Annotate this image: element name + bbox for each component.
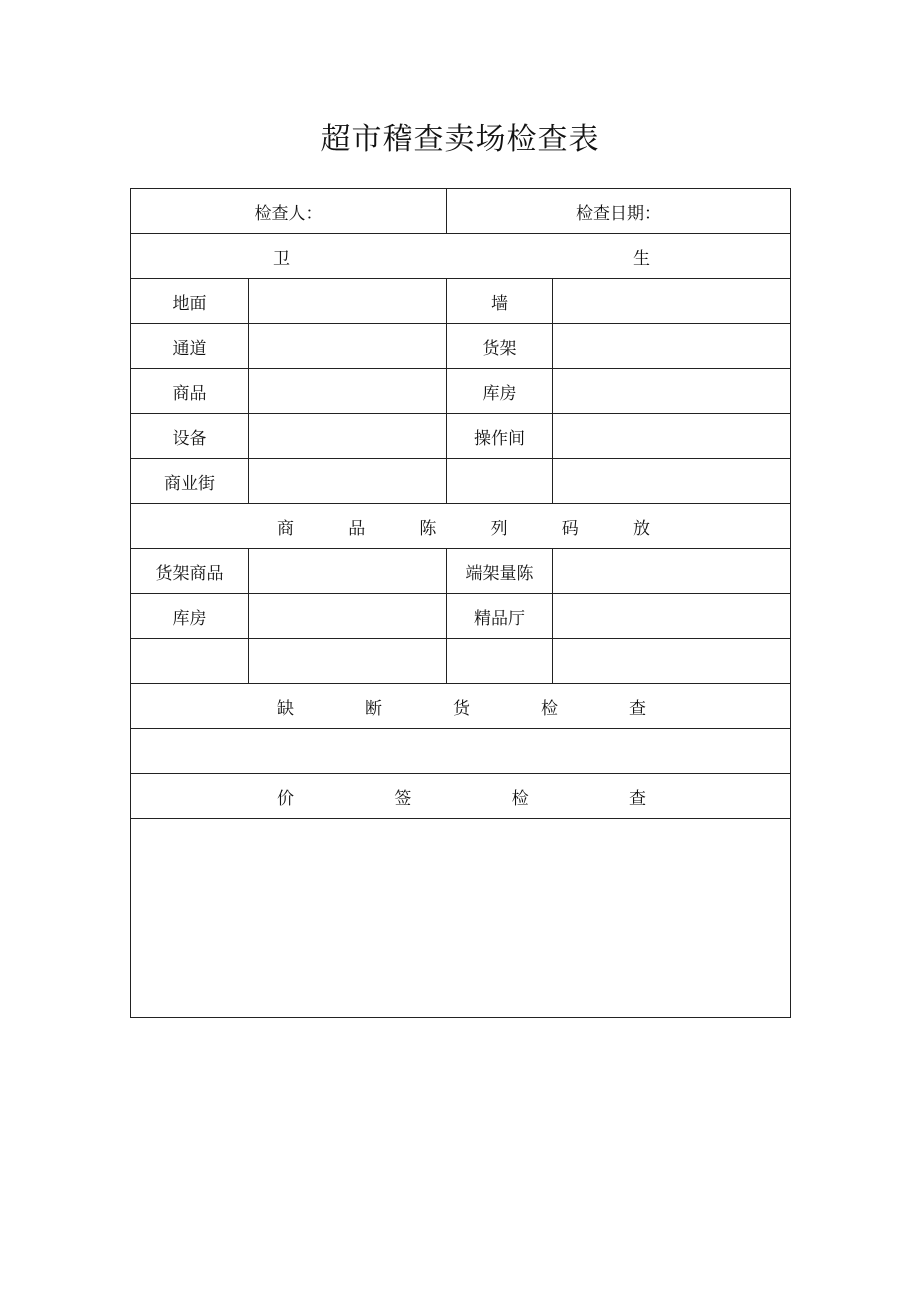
input-cell[interactable] [249, 594, 447, 639]
section-price-tag [131, 774, 791, 819]
table-row [131, 639, 791, 684]
date-label: 检查日期： [576, 203, 661, 224]
stockout-notes-area[interactable] [131, 729, 791, 774]
row-label [447, 459, 553, 504]
row-label: 地面 [131, 279, 249, 324]
input-cell[interactable] [553, 279, 791, 324]
input-cell[interactable] [249, 324, 447, 369]
row-label: 货架商品 [131, 549, 249, 594]
row-label: 库房 [131, 594, 249, 639]
input-cell[interactable] [131, 639, 249, 684]
input-cell[interactable] [553, 549, 791, 594]
table-row [131, 414, 791, 459]
table-row [131, 549, 791, 594]
input-cell[interactable] [249, 459, 447, 504]
inspection-form [130, 188, 791, 1018]
row-label: 端架量陈 [447, 549, 553, 594]
date-field[interactable] [447, 189, 791, 234]
section-display-char: 放 [632, 518, 650, 539]
section-hygiene-char: 卫 [273, 248, 290, 269]
table-row [131, 459, 791, 504]
section-hygiene-char: 生 [633, 248, 650, 269]
input-cell[interactable] [249, 279, 447, 324]
input-cell[interactable] [249, 639, 447, 684]
row-label: 设备 [131, 414, 249, 459]
input-cell[interactable] [553, 594, 791, 639]
input-cell[interactable] [553, 369, 791, 414]
row-label: 操作间 [447, 414, 553, 459]
price-tag-notes [131, 819, 791, 1018]
row-label: 库房 [447, 369, 553, 414]
page-title: 超市稽查卖场检查表 [320, 122, 600, 157]
section-stockout [131, 684, 791, 729]
section-price-tag-char: 价 [277, 788, 294, 809]
header-row [131, 189, 791, 234]
row-label: 精品厅 [447, 594, 553, 639]
section-price-tag-char: 检 [511, 788, 529, 809]
section-stockout-char: 断 [365, 698, 382, 719]
section-hygiene [131, 234, 791, 279]
row-label: 货架 [447, 324, 553, 369]
table-row [131, 324, 791, 369]
input-cell[interactable] [553, 324, 791, 369]
input-cell[interactable] [249, 414, 447, 459]
section-display [131, 504, 791, 549]
inspector-label: 检查人： [254, 203, 323, 224]
input-cell[interactable] [553, 459, 791, 504]
section-display-char: 品 [348, 518, 366, 539]
row-label: 商品 [131, 369, 249, 414]
price-tag-notes-area[interactable] [131, 819, 791, 1018]
inspector-field[interactable] [131, 189, 447, 234]
section-price-tag-char: 签 [394, 788, 412, 809]
section-display-char: 列 [490, 518, 508, 539]
stockout-notes [131, 729, 791, 774]
table-row [131, 279, 791, 324]
input-cell[interactable] [447, 639, 553, 684]
section-stockout-char: 货 [453, 698, 470, 719]
section-display-char: 码 [561, 518, 579, 539]
table-row [131, 369, 791, 414]
input-cell[interactable] [249, 549, 447, 594]
section-display-char: 陈 [419, 518, 437, 539]
input-cell[interactable] [553, 414, 791, 459]
section-stockout-char: 缺 [277, 698, 294, 719]
row-label: 通道 [131, 324, 249, 369]
section-stockout-char: 检 [541, 698, 558, 719]
section-display-char: 商 [277, 518, 294, 539]
row-label: 墙 [447, 279, 553, 324]
section-price-tag-char: 查 [628, 788, 646, 809]
table-row [131, 594, 791, 639]
section-stockout-char: 查 [629, 698, 646, 719]
row-label: 商业街 [131, 459, 249, 504]
input-cell[interactable] [249, 369, 447, 414]
input-cell[interactable] [553, 639, 791, 684]
